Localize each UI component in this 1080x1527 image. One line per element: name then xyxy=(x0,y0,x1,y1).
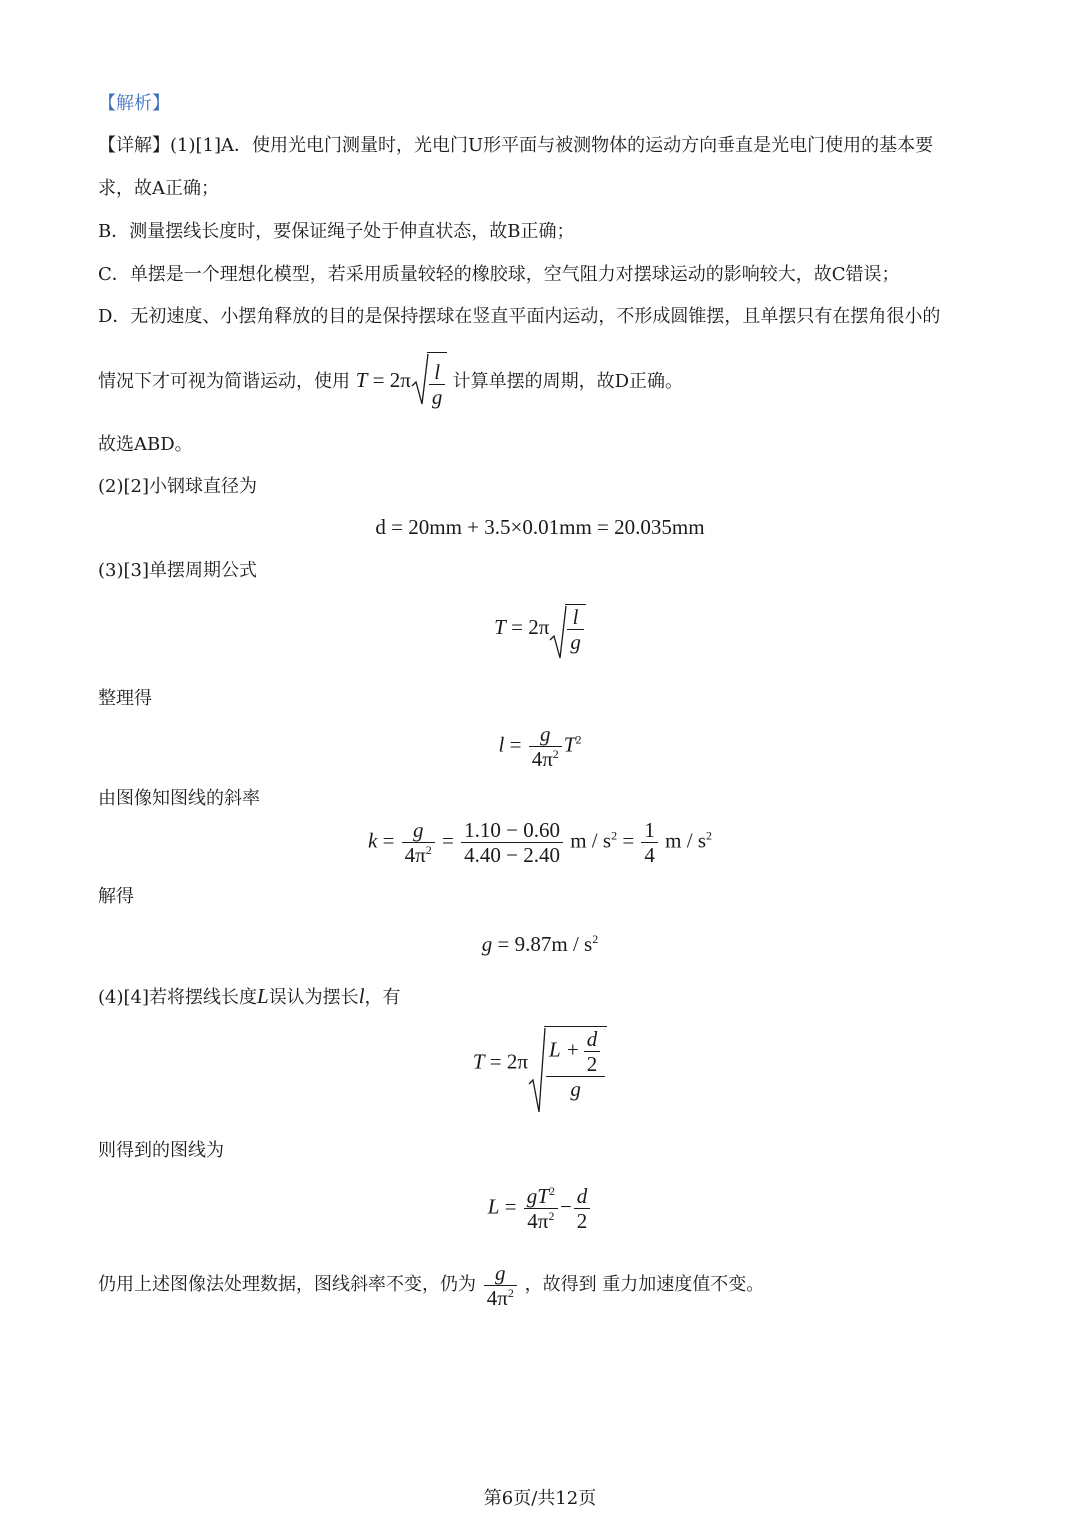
g-result: $g = 9.87m / s^2$ xyxy=(481,932,599,956)
para-1: 【详解】(1)[1]A．使用光电门测量时，光电门U形平面与被测物体的运动方向垂直是光电门使用的基本要 xyxy=(98,135,934,156)
page-footer: 第6页/共12页 xyxy=(483,1488,597,1509)
part-2: (2)[2]小钢球直径为 xyxy=(98,476,257,497)
resulting-line-label: 则得到的图线为 xyxy=(98,1140,224,1161)
option-d-cont: 情况下才可视为简谐运动，使用 T = 2π $\frac{l}{g}$ 计算单摆的周期，故D正确。 xyxy=(98,350,683,413)
para-1-cont: 求，故A正确； xyxy=(98,178,219,199)
period-equation: T = 2π $\frac{l}{g}$ xyxy=(0,604,1080,654)
sqrt-sign xyxy=(549,604,567,662)
part-4: (4)[4]若将摆线长度L误认为摆长l，有 xyxy=(98,984,401,1008)
period-with-d-equation: T = 2π L + $\frac{d}{2}$ g xyxy=(0,1026,1080,1101)
sqrt-sign xyxy=(528,1026,546,1114)
sqrt-sign xyxy=(411,352,429,408)
length-equation: l = $\frac{g}{4\pi^2}$ $T^2$ xyxy=(498,722,582,771)
option-c: C．单摆是一个理想化模型，若采用质量较轻的橡胶球，空气阻力对摆球运动的影响较大，故C错误； xyxy=(98,264,900,285)
conclusion: 仍用上述图像法处理数据，图线斜率不变，仍为 $\frac{g}{4\pi^2}$ ，故得到 重力加速度值不变。 xyxy=(98,1260,765,1310)
option-d: D．无初速度、小摆角释放的目的是保持摆球在竖直平面内运动，不形成圆锥摆，且单摆只有在摆角很小的 xyxy=(98,306,941,327)
part-3: (3)[3]单摆周期公式 xyxy=(98,560,257,581)
line-equation: L = $\frac{gT^2}{4\pi^2}$ − $\frac{d}{2}$ xyxy=(0,1184,1080,1233)
period-formula-inline: T = 2π $\frac{l}{g}$ xyxy=(356,368,453,392)
heading: 【解析】 xyxy=(98,93,170,114)
option-b: B．测量摆线长度时，要保证绳子处于伸直状态，故B正确； xyxy=(98,221,575,242)
slope-equation: k = $\frac{g}{4\pi^2}$ = $\frac{1.10 - 0.60}{4.40 - 2.40}$ m / $s^2$ = $\frac{1}{4}$ m / $s^2$ xyxy=(368,818,712,867)
diameter-equation: d = 20mm + 3.5×0.01mm = 20.035mm xyxy=(375,515,705,539)
slope-label: 由图像知图线的斜率 xyxy=(98,788,260,809)
solve-label: 解得 xyxy=(98,886,134,907)
rearrange-label: 整理得 xyxy=(98,688,152,709)
choice-answer: 故选ABD。 xyxy=(98,434,193,455)
